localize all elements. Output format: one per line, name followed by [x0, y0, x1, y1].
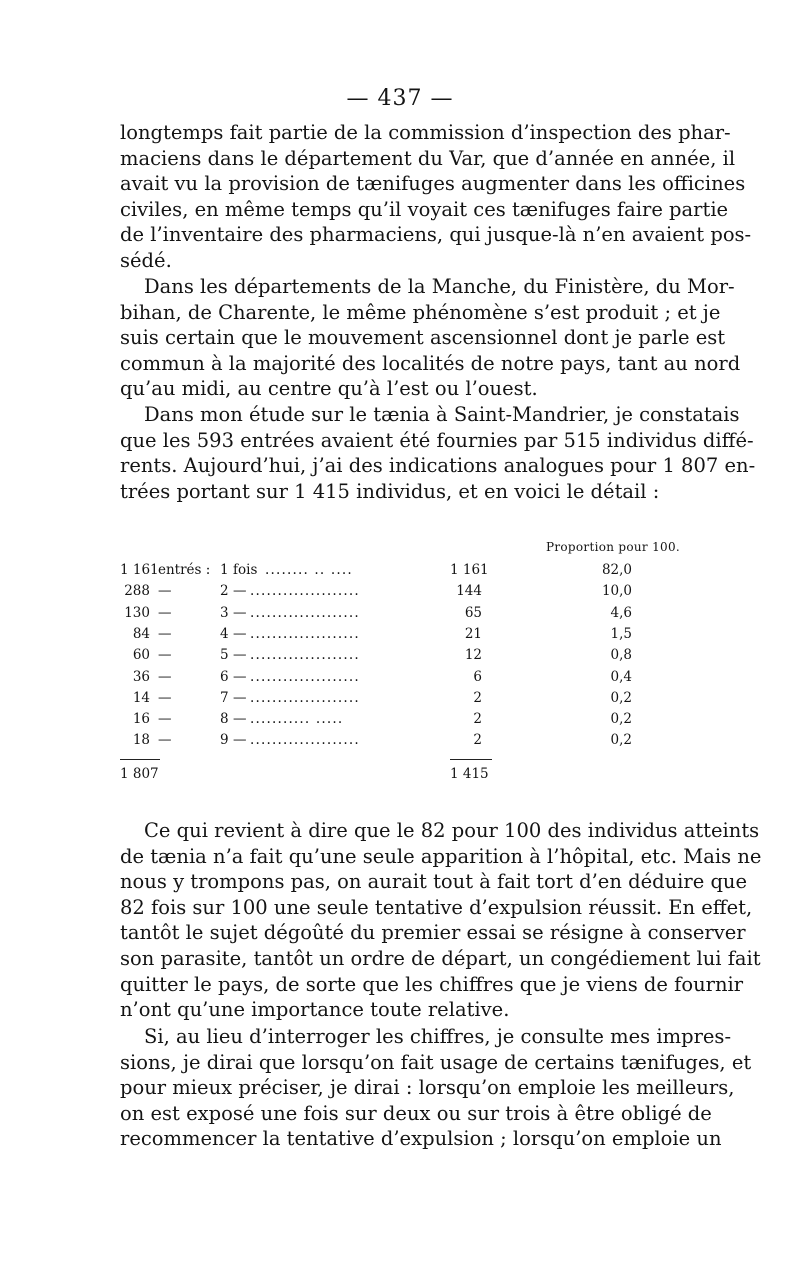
row-individuals: 65	[464, 604, 482, 621]
row-individuals: 2	[473, 711, 482, 728]
row-label: —	[158, 689, 172, 706]
page-number: — 437 —	[346, 86, 454, 111]
table-row	[120, 583, 680, 604]
paragraph-5	[120, 1024, 752, 1152]
text-line: maciens dans le département du Var, que d’année en année, il	[120, 146, 736, 170]
text-line: suis certain que le mouvement ascensionnel dont je parle est	[120, 326, 726, 350]
paragraph-1	[120, 120, 752, 274]
row-proportion: 0,8	[610, 647, 632, 664]
row-label: —	[158, 732, 172, 749]
text-line: bihan, de Charente, le même phénomène s’est produit ; et je	[120, 300, 721, 324]
row-leader-dots: ....................	[250, 668, 360, 685]
row-individuals: 2	[473, 732, 482, 749]
row-leader-dots: ....................	[250, 604, 360, 621]
row-leader-dots: ........ .. ....	[265, 562, 353, 578]
row-fois-word: —	[233, 689, 247, 706]
text-line: Ce qui revient à dire que le 82 pour 100 des individus atteints	[144, 819, 760, 842]
row-fois-count: 3	[220, 604, 229, 621]
row-leader-dots: ....................	[250, 583, 360, 600]
paragraph-3	[120, 402, 756, 504]
row-label: —	[158, 604, 172, 621]
row-leader-dots: ....................	[250, 732, 360, 749]
text-line: Dans les départements de la Manche, du Finistère, du Mor-	[144, 275, 735, 298]
text-line: 82 fois sur 100 une seule tentative d’expulsion réussit. En effet,	[120, 895, 753, 919]
text-line: Dans mon étude sur le tænia à Saint-Mandrier, je constatais	[144, 403, 740, 426]
text-line: rents. Aujourd’hui, j’ai des indications analogues pour 1 807 en-	[120, 454, 756, 478]
row-proportion: 1,5	[610, 625, 632, 642]
row-fois-word: —	[233, 625, 247, 642]
row-fois-word: —	[233, 604, 247, 621]
row-fois-word: —	[233, 668, 247, 685]
row-proportion: 0,2	[610, 711, 632, 728]
text-line: avait vu la provision de tænifuges augmenter dans les officines	[120, 172, 746, 196]
text-line: commun à la majorité des localités de notre pays, tant au nord	[120, 351, 741, 375]
row-entries: 16	[132, 711, 150, 728]
row-entries: 18	[132, 732, 150, 749]
table-row	[120, 690, 680, 711]
table-row	[120, 669, 680, 690]
row-fois-word: —	[233, 647, 247, 664]
text-line: que les 593 entrées avaient été fournies par 515 individus diffé-	[120, 428, 754, 452]
text-line: recommencer la tentative d’expulsion ; lorsqu’on emploie un	[120, 1127, 722, 1151]
text-line: pour mieux préciser, je dirai : lorsqu’on emploie les meilleurs,	[120, 1076, 735, 1100]
row-individuals: 12	[464, 647, 482, 664]
row-individuals: 2	[473, 689, 482, 706]
text-line: Si, au lieu d’interroger les chiffres, je consulte mes impres-	[144, 1025, 732, 1048]
row-entries: 130	[124, 604, 150, 621]
row-fois-count: 1	[220, 562, 229, 578]
row-fois-word: —	[233, 732, 247, 749]
row-fois-word: —	[233, 583, 247, 600]
row-entries: 288	[124, 583, 150, 600]
paragraph-4	[120, 818, 762, 1023]
table-row	[120, 605, 680, 626]
text-line: sions, je dirai que lorsqu’on fait usage de certains tænifuges, et	[120, 1050, 752, 1074]
row-label: —	[158, 625, 172, 642]
row-proportion: 82,0	[601, 562, 632, 578]
text-line: de l’inventaire des pharmaciens, qui jusque-là n’en avaient pos-	[120, 223, 752, 247]
row-fois-word: —	[233, 711, 247, 728]
total-entries: 1 807	[120, 766, 159, 782]
text-line: longtemps fait partie de la commission d’inspection des phar-	[120, 121, 731, 144]
row-entries: 60	[132, 647, 150, 664]
row-proportion: 10,0	[601, 583, 632, 600]
row-proportion: 0,4	[610, 668, 632, 685]
row-label: entrés :	[158, 562, 211, 578]
row-label: —	[158, 647, 172, 664]
text-line: civiles, en même temps qu’il voyait ces tænifuges faire partie	[120, 197, 729, 221]
table-row	[120, 711, 680, 732]
row-label: —	[158, 583, 172, 600]
text-line: tantôt le sujet dégoûté du premier essai se résigne à conserver	[120, 921, 746, 945]
total-rule-individuals	[450, 759, 492, 760]
row-label: —	[158, 668, 172, 685]
row-entries: 14	[132, 689, 150, 706]
row-individuals: 21	[464, 625, 482, 642]
text-line: trées portant sur 1 415 individus, et en voici le détail :	[120, 479, 660, 503]
row-fois-count: 8	[220, 711, 229, 728]
row-proportion: 0,2	[610, 689, 632, 706]
table-row	[120, 562, 680, 583]
row-entries: 84	[132, 625, 150, 642]
text-line: son parasite, tantôt un ordre de départ, un congédiement lui fait	[120, 946, 761, 970]
total-rule-entries	[120, 759, 160, 760]
proportion-header: Proportion pour 100.	[545, 540, 680, 554]
paragraph-2	[120, 274, 741, 402]
row-entries: 36	[132, 668, 150, 685]
row-fois-count: 5	[220, 647, 229, 664]
row-leader-dots: ....................	[250, 625, 360, 642]
row-entries: 1 161	[120, 562, 159, 578]
row-leader-dots: ....................	[250, 647, 360, 664]
row-fois-count: 6	[220, 668, 229, 685]
row-fois-count: 7	[220, 689, 229, 706]
row-individuals: 6	[473, 668, 482, 685]
text-line: n’ont qu’une importance toute relative.	[120, 998, 510, 1022]
row-fois-count: 4	[220, 625, 229, 642]
row-proportion: 0,2	[610, 732, 632, 749]
text-line: nous y trompons pas, on aurait tout à fait tort d’en déduire que	[120, 870, 748, 894]
row-leader-dots: ........... .....	[250, 711, 344, 728]
text-line: de tænia n’a fait qu’une seule apparition à l’hôpital, etc. Mais ne	[120, 844, 762, 868]
total-individuals: 1 415	[450, 766, 489, 782]
row-fois-count: 2	[220, 583, 229, 600]
text-line: on est exposé une fois sur deux ou sur trois à être obligé de	[120, 1101, 712, 1125]
text-line: qu’au midi, au centre qu’à l’est ou l’ouest.	[120, 377, 538, 401]
row-individuals: 144	[456, 583, 482, 600]
table-row	[120, 732, 680, 753]
table-row	[120, 647, 680, 668]
row-individuals: 1 161	[450, 562, 489, 578]
text-line: sédé.	[120, 248, 172, 272]
row-label: —	[158, 711, 172, 728]
row-proportion: 4,6	[610, 604, 632, 621]
row-fois-word: fois	[233, 562, 258, 578]
row-fois-count: 9	[220, 732, 229, 749]
table-row	[120, 626, 680, 647]
text-line: quitter le pays, de sorte que les chiffres que je viens de fournir	[120, 972, 744, 996]
row-leader-dots: ....................	[250, 689, 360, 706]
